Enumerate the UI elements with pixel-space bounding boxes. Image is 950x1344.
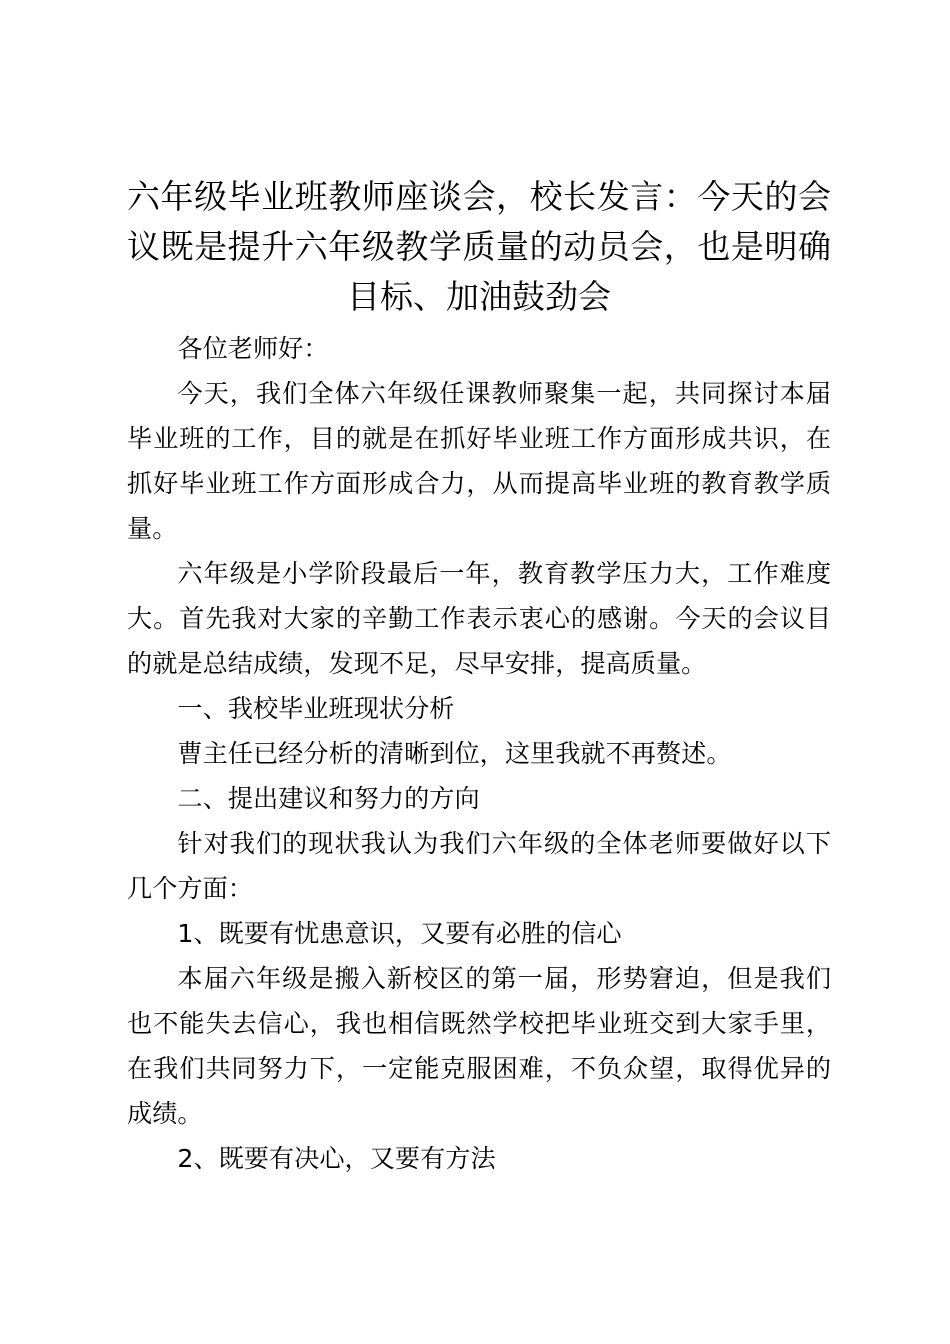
- paragraph-confidence: 本届六年级是搬入新校区的第一届，形势窘迫，但是我们也不能失去信心，我也相信既然学校把毕业班交到大家手里，在我们共同努力下，一定能克服困难，不负众望，取得优异的成绩。: [127, 964, 831, 1128]
- paragraph-thanks: 六年级是小学阶段最后一年，教育教学压力大，工作难度大。首先我对大家的辛勤工作表示衷心的感谢。今天的会议目的就是总结成绩，发现不足，尽早安排，提高质量。: [127, 559, 831, 678]
- paragraph-aspects: 针对我们的现状我认为我们六年级的全体老师要做好以下几个方面：: [127, 829, 831, 903]
- section-heading-1: 一、我校毕业班现状分析: [177, 694, 455, 723]
- document-page: [127, 172, 831, 1181]
- document-title: 六年级毕业班教师座谈会，校长发言：今天的会议既是提升六年级教学质量的动员会，也是明确目标、加油鼓劲会: [127, 177, 831, 316]
- greeting: 各位老师好：: [177, 334, 329, 363]
- paragraph-opening: 今天，我们全体六年级任课教师聚集一起，共同探讨本届毕业班的工作，目的就是在抓好毕业班工作方面形成共识，在抓好毕业班工作方面形成合力，从而提高毕业班的教育教学质量。: [127, 379, 831, 543]
- section-heading-2: 二、提出建议和努力的方向: [177, 784, 480, 813]
- paragraph-analysis: 曹主任已经分析的清晰到位，这里我就不再赘述。: [177, 739, 732, 768]
- subheading-1: 1、既要有忧患意识，又要有必胜的信心: [177, 919, 622, 948]
- subheading-2: 2、既要有决心，又要有方法: [177, 1144, 496, 1173]
